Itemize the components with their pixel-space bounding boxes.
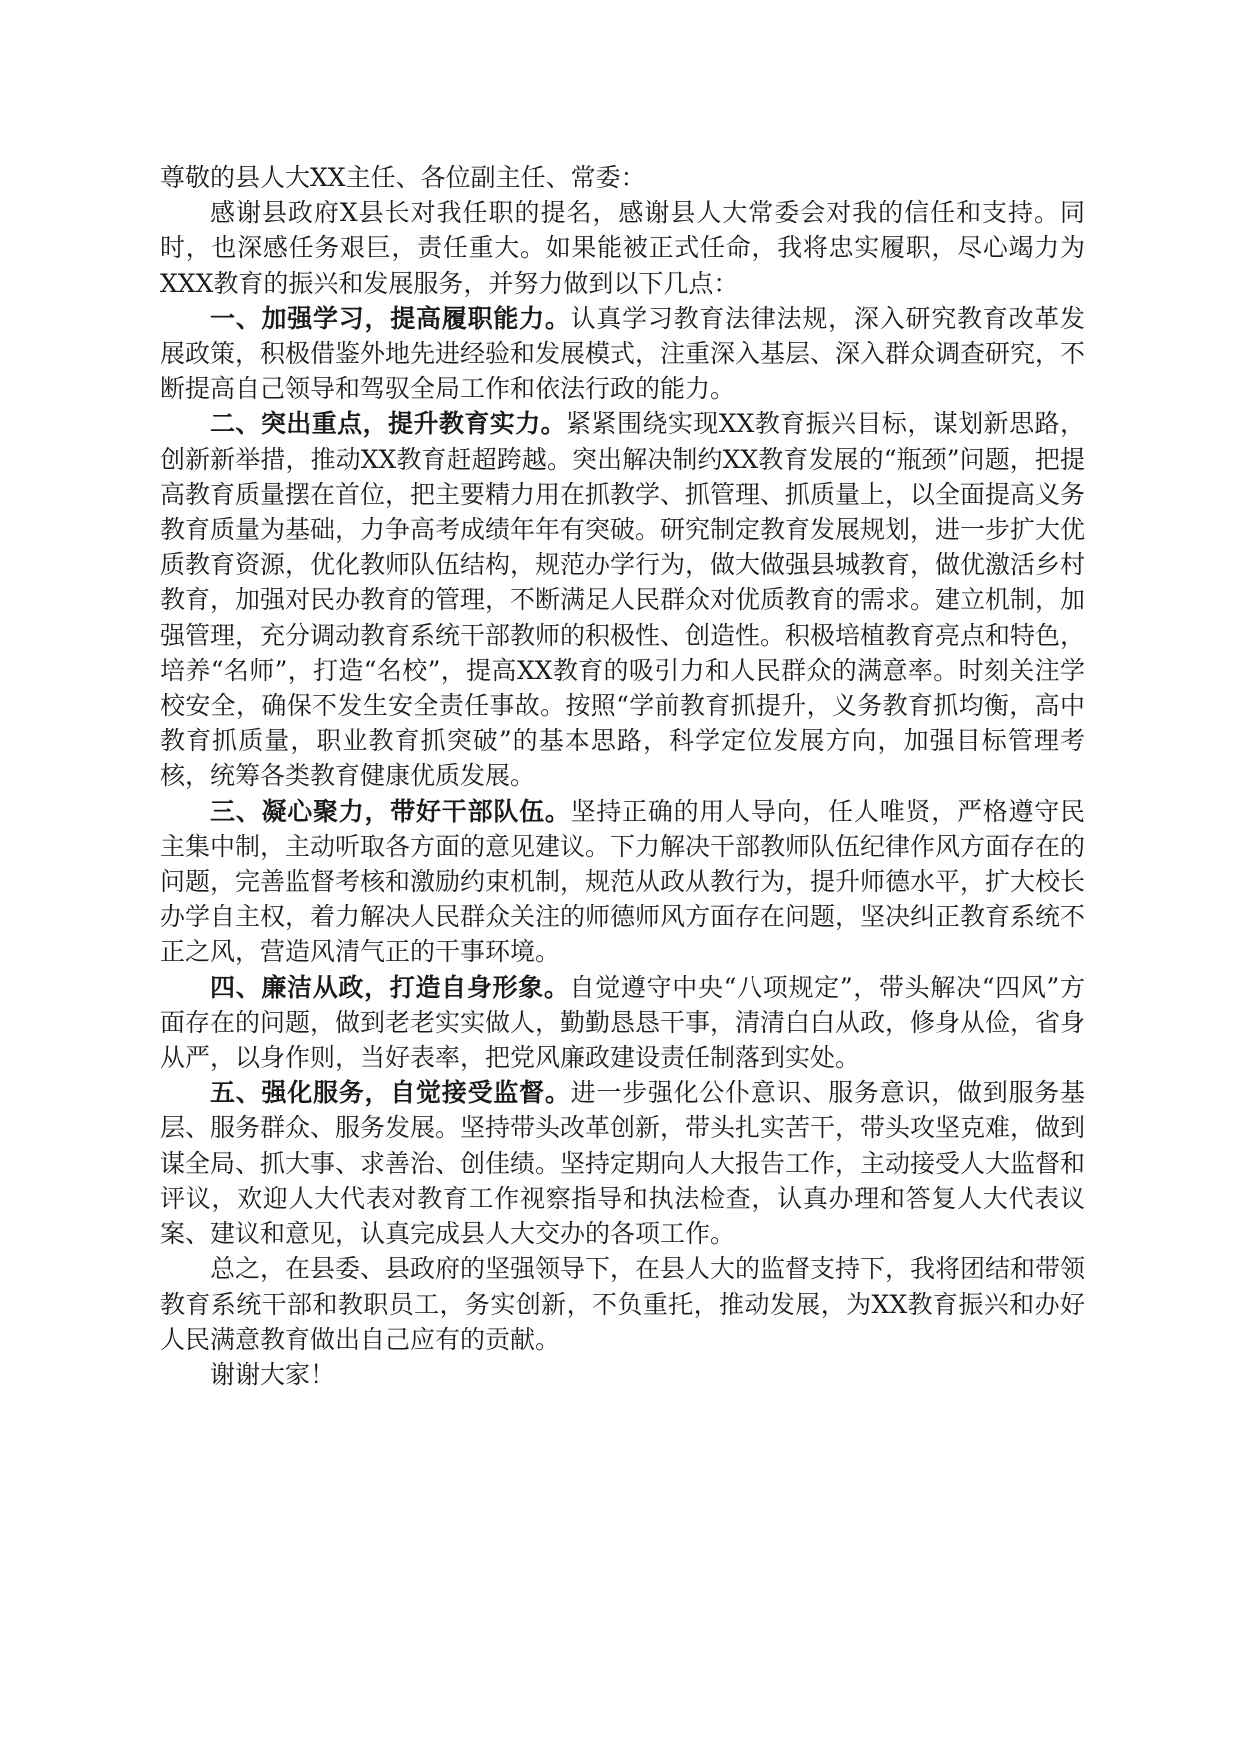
point-body-3: 坚持正确的用人导向，任人唯贤，严格遵守民主集中制，主动听取各方面的意见建议。下力解决干部教师队伍纪律作风方面存在的问题，完善监督考核和激励约束机制，规范从政从教行为，提升师德水平，扩大校长办学自主权，着力解决人民群众关注的师德师风方面存在问题，坚决纠正教育系统不正之风，营造风清气正的干事环境。 [160, 796, 1086, 967]
point-body-1: 认真学习教育法律法规，深入研究教育改革发展政策，积极借鉴外地先进经验和发展模式，注重深入基层、深入群众调查研究，不断提高自己领导和驾驭全局工作和依法行政的能力。 [160, 303, 1086, 404]
point-heading-3: 三、凝心聚力，带好干部队伍。 [210, 796, 571, 826]
point-heading-4: 四、廉洁从政，打造自身形象。 [210, 972, 570, 1002]
point-body-2: 紧紧围绕实现XX教育振兴目标，谋划新思路，创新新举措，推动XX教育赶超跨越。突出解决制约XX教育发展的“瓶颈”问题，把提高教育质量摆在首位，把主要精力用在抓教学、抓管理、抓质量上，以全面提高义务教育质量为基础，力争高考成绩年年有突破。研究制定教育发展规划，进一步扩大优质教育资源，优化教师队伍结构，规范办学行为，做大做强县城教育，做优激活乡村教育，加强对民办教育的管理，不断满足人民群众对优质教育的需求。建立机制，加强管理，充分调动教育系统干部教师的积极性、创造性。积极培植教育亮点和特色，培养“名师”，打造“名校”，提高XX教育的吸引力和人民群众的满意率。时刻关注学校安全，确保不发生安全责任事故。按照“学前教育抓提升，义务教育抓均衡，高中教育抓质量，职业教育抓突破”的基本思路，科学定位发展方向，加强目标管理考核，统筹各类教育健康优质发展。 [160, 409, 1086, 791]
document-body [160, 160, 1085, 1392]
point-body-5: 进一步强化公仆意识、服务意识，做到服务基层、服务群众、服务发展。坚持带头改革创新，带头扎实苦干，带头攻坚克难，做到谋全局、抓大事、求善治、创佳绩。坚持定期向人大报告工作，主动接受人大监督和评议，欢迎人大代表对教育工作视察指导和执法检查，认真办理和答复人大代表议案、建议和意见，认真完成县人大交办的各项工作。 [160, 1078, 1086, 1249]
closing-line: 谢谢大家！ [210, 1359, 336, 1389]
point-heading-2: 二、突出重点，提升教育实力。 [210, 409, 567, 439]
point-paragraph-1 [160, 301, 1085, 407]
point-paragraph-5 [160, 1075, 1085, 1251]
conclusion-paragraph: 总之，在县委、县政府的坚强领导下，在县人大的监督支持下，我将团结和带领教育系统干部和教职员工，务实创新，不负重托，推动发展，为XX教育振兴和办好人民满意教育做出自己应有的贡献。 [160, 1254, 1086, 1354]
point-paragraph-3 [160, 794, 1085, 970]
salutation: 尊敬的县人大XX主任、各位副主任、常委： [160, 163, 646, 192]
point-heading-5: 五、强化服务，自觉接受监督。 [210, 1078, 571, 1108]
point-paragraph-4 [160, 970, 1085, 1076]
point-heading-1: 一、加强学习，提高履职能力。 [210, 303, 571, 333]
point-body-4: 自觉遵守中央“八项规定”，带头解决“四风”方面存在的问题，做到老老实实做人，勤勤恳恳干事，清清白白从政，修身从俭，省身从严，以身作则，当好表率，把党风廉政建设责任制落到实处。 [160, 972, 1086, 1073]
point-paragraph-2 [160, 406, 1085, 793]
intro-paragraph: 感谢县政府X县长对我任职的提名，感谢县人大常委会对我的信任和支持。同时，也深感任务艰巨，责任重大。如果能被正式任命，我将忠实履职，尽心竭力为XXX教育的振兴和发展服务，并努力做到以下几点： [160, 198, 1085, 298]
